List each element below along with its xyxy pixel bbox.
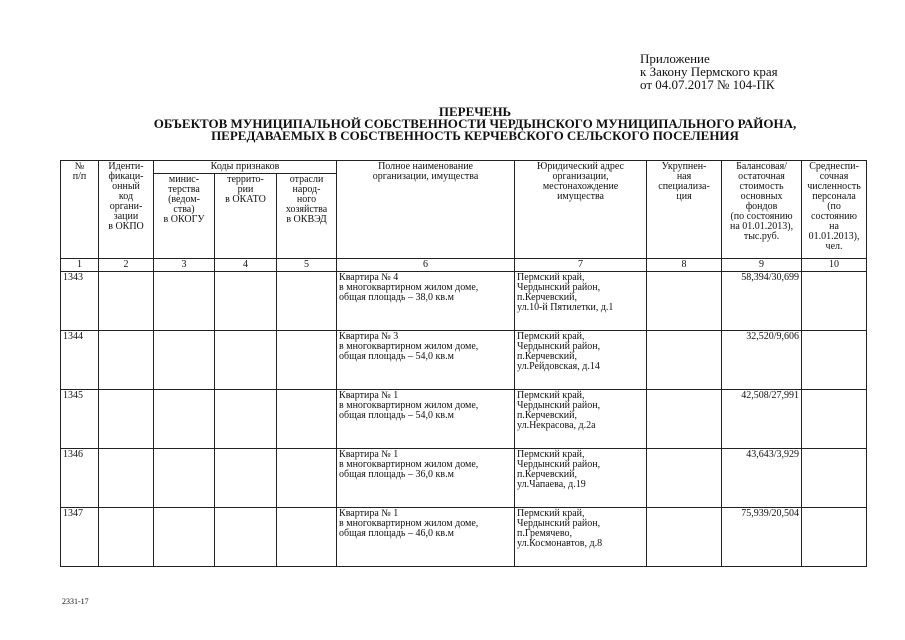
property-table (60, 160, 867, 567)
empty-cell (277, 272, 337, 331)
header-num: № п/п (61, 161, 99, 259)
empty-cell (99, 508, 154, 567)
table-row (61, 508, 867, 567)
appendix-note (640, 52, 778, 91)
table-row (61, 390, 867, 449)
empty-cell (647, 331, 722, 390)
column-number-row (61, 259, 867, 272)
empty-cell (154, 331, 215, 390)
balance-value: 75,939/20,504 (722, 508, 802, 567)
column-number: 7 (515, 259, 647, 272)
header-okved: отрасли народ- ного хозяйства в ОКВЭД (277, 174, 337, 259)
empty-cell (802, 272, 867, 331)
empty-cell (215, 272, 277, 331)
empty-cell (277, 331, 337, 390)
document-code: 2331-17 (62, 597, 89, 606)
column-number: 3 (154, 259, 215, 272)
balance-value: 58,394/30,699 (722, 272, 802, 331)
empty-cell (215, 508, 277, 567)
property-name: Квартира № 1 в многоквартирном жилом доме, общая площадь – 46,0 кв.м (337, 508, 515, 567)
property-address: Пермский край, Чердынский район, п.Керчевский, ул.10-й Пятилетки, д.1 (515, 272, 647, 331)
header-okato: террито- рии в ОКАТО (215, 174, 277, 259)
header-codes-group: Коды признаков (154, 161, 337, 174)
empty-cell (99, 449, 154, 508)
row-number: 1344 (61, 331, 99, 390)
header-okogu: минис- терства (ведом- ства) в ОКОГУ (154, 174, 215, 259)
appendix-line-3: от 04.07.2017 № 104-ПК (640, 77, 775, 92)
empty-cell (277, 508, 337, 567)
column-number: 9 (722, 259, 802, 272)
header-address: Юридический адрес организации, местонахождение имущества (515, 161, 647, 259)
balance-value: 32,520/9,606 (722, 331, 802, 390)
heading-subtitle-1: ОБЪЕКТОВ МУНИЦИПАЛЬНОЙ СОБСТВЕННОСТИ ЧЕРДЫНСКОГО МУНИЦИПАЛЬНОГО РАЙОНА, (153, 116, 797, 131)
empty-cell (154, 390, 215, 449)
empty-cell (802, 449, 867, 508)
property-address: Пермский край, Чердынский район, п.Керчевский, ул.Чапаева, д.19 (515, 449, 647, 508)
empty-cell (99, 390, 154, 449)
column-number: 4 (215, 259, 277, 272)
column-number: 5 (277, 259, 337, 272)
empty-cell (802, 508, 867, 567)
header-staff: Среднеспи- сочная численность персонала (по состоянию на 01.01.2013), чел. (802, 161, 867, 259)
appendix-line-1: Приложение (640, 51, 710, 66)
property-name: Квартира № 1 в многоквартирном жилом доме, общая площадь – 36,0 кв.м (337, 449, 515, 508)
column-number: 2 (99, 259, 154, 272)
heading-title: ПЕРЕЧЕНЬ (438, 104, 512, 119)
row-number: 1347 (61, 508, 99, 567)
empty-cell (154, 508, 215, 567)
empty-cell (277, 449, 337, 508)
header-value: Балансовая/ остаточная стоимость основных фондов (по состоянию на 01.01.2013), тыс.руб. (722, 161, 802, 259)
empty-cell (154, 272, 215, 331)
header-okpo: Иденти- фикаци- онный код органи- зации в ОКПО (99, 161, 154, 259)
empty-cell (99, 272, 154, 331)
property-address: Пермский край, Чердынский район, п.Керчевский, ул.Рейдовская, д.14 (515, 331, 647, 390)
row-number: 1346 (61, 449, 99, 508)
empty-cell (802, 390, 867, 449)
property-name: Квартира № 1 в многоквартирном жилом доме, общая площадь – 54,0 кв.м (337, 390, 515, 449)
column-number: 10 (802, 259, 867, 272)
table-row (61, 272, 867, 331)
document-heading (60, 106, 890, 142)
column-number: 8 (647, 259, 722, 272)
empty-cell (802, 331, 867, 390)
empty-cell (154, 449, 215, 508)
property-name: Квартира № 3 в многоквартирном жилом доме, общая площадь – 54,0 кв.м (337, 331, 515, 390)
property-address: Пермский край, Чердынский район, п.Керчевский, ул.Некрасова, д.2а (515, 390, 647, 449)
property-name: Квартира № 4 в многоквартирном жилом доме, общая площадь – 38,0 кв.м (337, 272, 515, 331)
column-number: 6 (337, 259, 515, 272)
row-number: 1345 (61, 390, 99, 449)
empty-cell (647, 272, 722, 331)
table-row (61, 331, 867, 390)
empty-cell (647, 449, 722, 508)
column-number: 1 (61, 259, 99, 272)
appendix-line-2: к Закону Пермского края (640, 64, 778, 79)
header-specialization: Укрупнен- ная специализа- ция (647, 161, 722, 259)
heading-subtitle-2: ПЕРЕДАВАЕМЫХ В СОБСТВЕННОСТЬ КЕРЧЕВСКОГО СЕЛЬСКОГО ПОСЕЛЕНИЯ (211, 128, 739, 143)
empty-cell (647, 390, 722, 449)
balance-value: 42,508/27,991 (722, 390, 802, 449)
empty-cell (215, 390, 277, 449)
empty-cell (99, 331, 154, 390)
header-name: Полное наименование организации, имущества (337, 161, 515, 259)
row-number: 1343 (61, 272, 99, 331)
property-address: Пермский край, Чердынский район, п.Гремячево, ул.Космонавтов, д.8 (515, 508, 647, 567)
empty-cell (215, 449, 277, 508)
empty-cell (647, 508, 722, 567)
empty-cell (215, 331, 277, 390)
balance-value: 43,643/3,929 (722, 449, 802, 508)
header-row-1 (61, 161, 867, 174)
empty-cell (277, 390, 337, 449)
table-row (61, 449, 867, 508)
